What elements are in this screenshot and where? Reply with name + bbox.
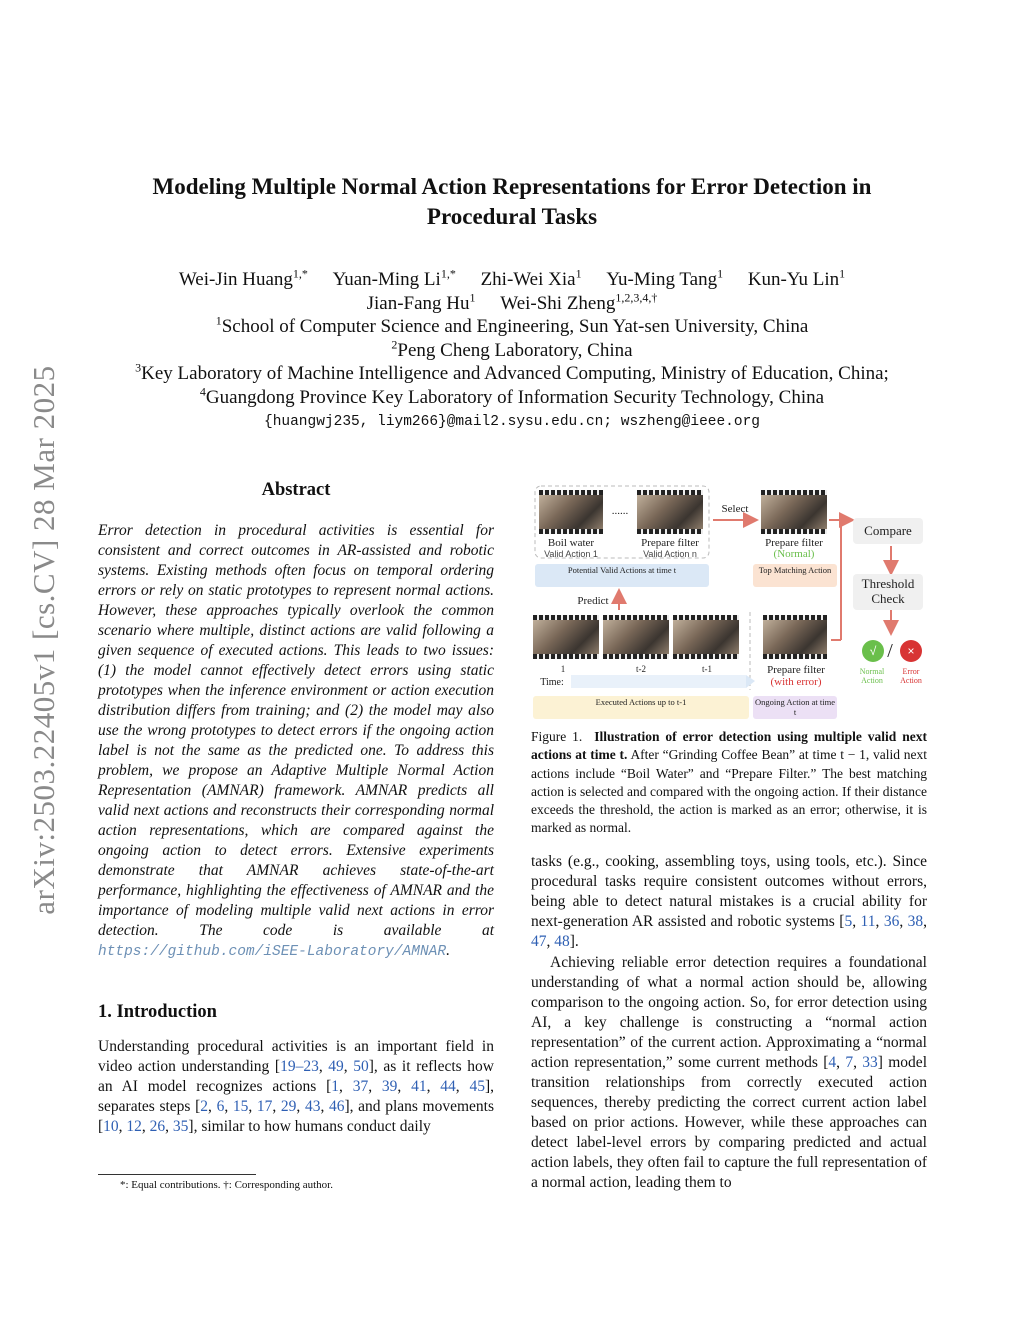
arxiv-identifier: arXiv:2503.22405v1 [cs.CV] 28 Mar 2025 bbox=[26, 365, 61, 915]
citation[interactable]: 11 bbox=[860, 912, 876, 930]
video-frame-ongoing bbox=[763, 615, 827, 659]
citation[interactable]: 45 bbox=[469, 1078, 485, 1095]
video-frame-executed-t1 bbox=[673, 615, 739, 659]
right-paragraph-1: tasks (e.g., cooking, assembling toys, using tools, etc.). Since procedural tasks require consistent outcomes without errors, being able to detect natural mistakes is a crucial ability for next-generation AR assisted and robotic systems [5, 11, 36, 38, 47, 48]. bbox=[531, 852, 928, 950]
time-arrow-bar bbox=[571, 675, 746, 688]
author-3: Zhi-Wei Xia$^1$ bbox=[480, 266, 582, 290]
valid-action-1-label: Valid Action 1 bbox=[544, 549, 598, 559]
citation[interactable]: 4 bbox=[828, 1053, 837, 1071]
citation[interactable]: 47 bbox=[531, 932, 547, 950]
citation[interactable]: 38 bbox=[907, 912, 924, 930]
valid-action-n-label: Valid Action n bbox=[643, 549, 697, 559]
citation[interactable]: 48 bbox=[554, 932, 570, 950]
boil-water-label: Boil water bbox=[547, 537, 595, 549]
citation[interactable]: 43 bbox=[304, 1098, 321, 1115]
executed-actions-band: Executed Actions up to t-1 bbox=[533, 696, 749, 719]
normal-tag: (Normal) bbox=[773, 548, 815, 560]
citation[interactable]: 46 bbox=[328, 1098, 345, 1115]
select-label: Select bbox=[721, 503, 749, 515]
prepare-filter-label: Prepare filter bbox=[641, 537, 699, 549]
abstract-heading: Abstract bbox=[261, 480, 331, 500]
citation[interactable]: 2 bbox=[200, 1098, 209, 1115]
potential-actions-band: Potential Valid Actions at time t bbox=[535, 564, 709, 587]
affiliation-1: $^1$School of Computer Science and Engineering, Sun Yat-sen University, China bbox=[215, 313, 809, 337]
right-paragraph-2: Achieving reliable error detection requires a foundational understanding of what a normal action should be, allowing comparison to the ongoing action. So, for error detection using AI, a key challenge is constructing a “normal action representation” of the current action. Approximating a “normal action representation,” some current methods [4, 7, 33] model transition relationships from correctly executed action sequences, thereby predicting the correct current action label based on prior actions. However, while these approaches can detect label-level errors by comparing predicted and actual action labels, they often fail to capture the full representation of a normal action, leading them to bbox=[531, 953, 927, 1191]
citation[interactable]: 26 bbox=[149, 1118, 166, 1135]
top-prepare-filter-label: Prepare filter bbox=[765, 537, 823, 549]
intro-paragraph: Understanding procedural activities is an important field in video action understanding [19–23, 49, 50], as it reflects how an AI model recognizes actions [1, 37, 39, 41, 44, 45], separates steps [2, 6, 15, 17, 29, 43, 46], and plans movements [10, 12, 26, 35], similar to how humans conduct daily bbox=[98, 1038, 495, 1135]
citation[interactable]: 44 bbox=[440, 1078, 456, 1095]
affiliation-2: $^2$Peng Cheng Laboratory, China bbox=[391, 337, 633, 361]
error-action-label: Error Action bbox=[900, 667, 922, 685]
threshold-check-box: Threshold Check bbox=[853, 574, 923, 610]
section-heading-introduction: 1. Introduction bbox=[98, 1002, 217, 1022]
citation[interactable]: 49 bbox=[328, 1058, 344, 1075]
time-label: Time: bbox=[540, 677, 564, 688]
right-column bbox=[531, 480, 927, 1193]
left-column bbox=[98, 480, 494, 1137]
time-tick-t1: t-1 bbox=[702, 664, 712, 674]
author-1: Wei-Jin Huang$^{1,*}$ bbox=[178, 266, 308, 290]
slash-separator: / bbox=[887, 640, 893, 662]
citation[interactable]: 6 bbox=[216, 1098, 225, 1115]
citation[interactable]: 19–23 bbox=[280, 1058, 319, 1075]
citation[interactable]: 7 bbox=[845, 1053, 854, 1071]
affiliation-4: $^4$Guangdong Province Key Laboratory of Information Security Technology, China bbox=[199, 384, 825, 408]
citation[interactable]: 39 bbox=[381, 1078, 398, 1095]
predict-label: Predict bbox=[577, 595, 609, 607]
citation[interactable]: 35 bbox=[172, 1118, 189, 1135]
citation[interactable]: 50 bbox=[353, 1058, 369, 1075]
video-frame-prepare-filter bbox=[637, 490, 703, 534]
author-block bbox=[60, 268, 964, 435]
citation[interactable]: 36 bbox=[883, 912, 900, 930]
footnote-rule bbox=[98, 1174, 256, 1175]
author-6: Jian-Fang Hu$^1$ bbox=[366, 290, 476, 314]
author-7: Wei-Shi Zheng$^{1,2,3,4,\dagger}$ bbox=[500, 290, 658, 314]
normal-action-label: Normal Action bbox=[859, 667, 885, 685]
paper-title: Modeling Multiple Normal Action Representations for Error Detection in Procedural Tasks bbox=[152, 174, 872, 229]
with-error-tag: (with error) bbox=[770, 676, 822, 688]
citation[interactable]: 15 bbox=[232, 1098, 249, 1115]
video-frame-executed-1 bbox=[533, 615, 599, 659]
cross-icon: × bbox=[900, 640, 922, 662]
citation[interactable]: 29 bbox=[280, 1098, 297, 1115]
ellipsis: ...... bbox=[611, 505, 629, 517]
check-icon: √ bbox=[862, 640, 884, 662]
author-2: Yuan-Ming $Li^{1,*}$ bbox=[332, 266, 456, 290]
compare-box: Compare bbox=[853, 518, 923, 544]
time-tick-t2: t-2 bbox=[636, 664, 646, 674]
ongoing-action-band: Ongoing Action at time t bbox=[754, 697, 836, 717]
author-5: Kun-Yu Lin$^1$ bbox=[747, 266, 846, 290]
citation[interactable]: 1 bbox=[331, 1078, 340, 1095]
abstract-text: Error detection in procedural activities is essential for consistent and correct outcomes in AR-assisted and robotic systems. Existing methods often focus on temporal ordering errors or rely on static prototypes to represent normal actions. However, these approaches typically overlook the common scenario where multiple, distinct actions are valid following a given sequence of executed actions. This leads to two issues: (1) the model cannot effectively detect errors using static prototypes when the inference environment or action execution distribution differs from training; and (2) the model may also use the wrong prototypes to detect errors if the ongoing action label is not the same as the predicted one. To address this problem, we propose an Adaptive Multiple Normal Action Representation (AMNAR) framework. AMNAR predicts all valid next actions and reconstructs their corresponding normal action representations, which are compared against the ongoing action to detect errors. Extensive experiments demonstrate that AMNAR achieves state-of-the-art performance, highlighting the effectiveness of AMNAR and the importance of modeling multiple valid next actions in error detection. The code is available at https://github.com/iSEE-Laboratory/AMNAR. bbox=[98, 522, 494, 960]
citation[interactable]: 17 bbox=[256, 1098, 273, 1115]
citation[interactable]: 5 bbox=[844, 912, 853, 930]
figure-caption: Figure 1. Illustration of error detection using multiple valid next actions at time t. After “Grinding Coffee Bean” at time t − 1, valid next actions include “Boil Water” and “Prepare Filter.” The best matching action is selected and compared with the ongoing action. If their distance exceeds the threshold, the action is marked as an error; otherwise, it is marked as normal. bbox=[531, 729, 927, 836]
citation[interactable]: 10 bbox=[103, 1118, 119, 1135]
ongoing-prepare-filter-label: Prepare filter bbox=[767, 664, 825, 676]
author-4: Yu-Ming Tang$^1$ bbox=[606, 266, 724, 290]
video-frame-executed-t2 bbox=[603, 615, 669, 659]
footnote: *: Equal contributions. †: Corresponding author. bbox=[120, 1179, 333, 1191]
citation[interactable]: 37 bbox=[352, 1078, 369, 1095]
affiliation-3: $^3$Key Laboratory of Machine Intelligence and Advanced Computing, Ministry of Education, China; bbox=[135, 360, 889, 384]
video-frame-top-match bbox=[761, 490, 827, 534]
video-frame-boil-water bbox=[539, 490, 603, 534]
author-email: {huangwj235, liym266}@mail2.sysu.edu.cn; wszheng@ieee.org bbox=[264, 414, 760, 430]
figure-1 bbox=[531, 480, 927, 720]
citation[interactable]: 41 bbox=[411, 1078, 427, 1095]
code-link[interactable]: https://github.com/iSEE-Laboratory/AMNAR bbox=[98, 944, 447, 960]
citation[interactable]: 33 bbox=[862, 1053, 878, 1071]
time-tick-1: 1 bbox=[560, 664, 566, 674]
top-matching-band: Top Matching Action bbox=[753, 564, 837, 587]
citation[interactable]: 12 bbox=[126, 1118, 142, 1135]
